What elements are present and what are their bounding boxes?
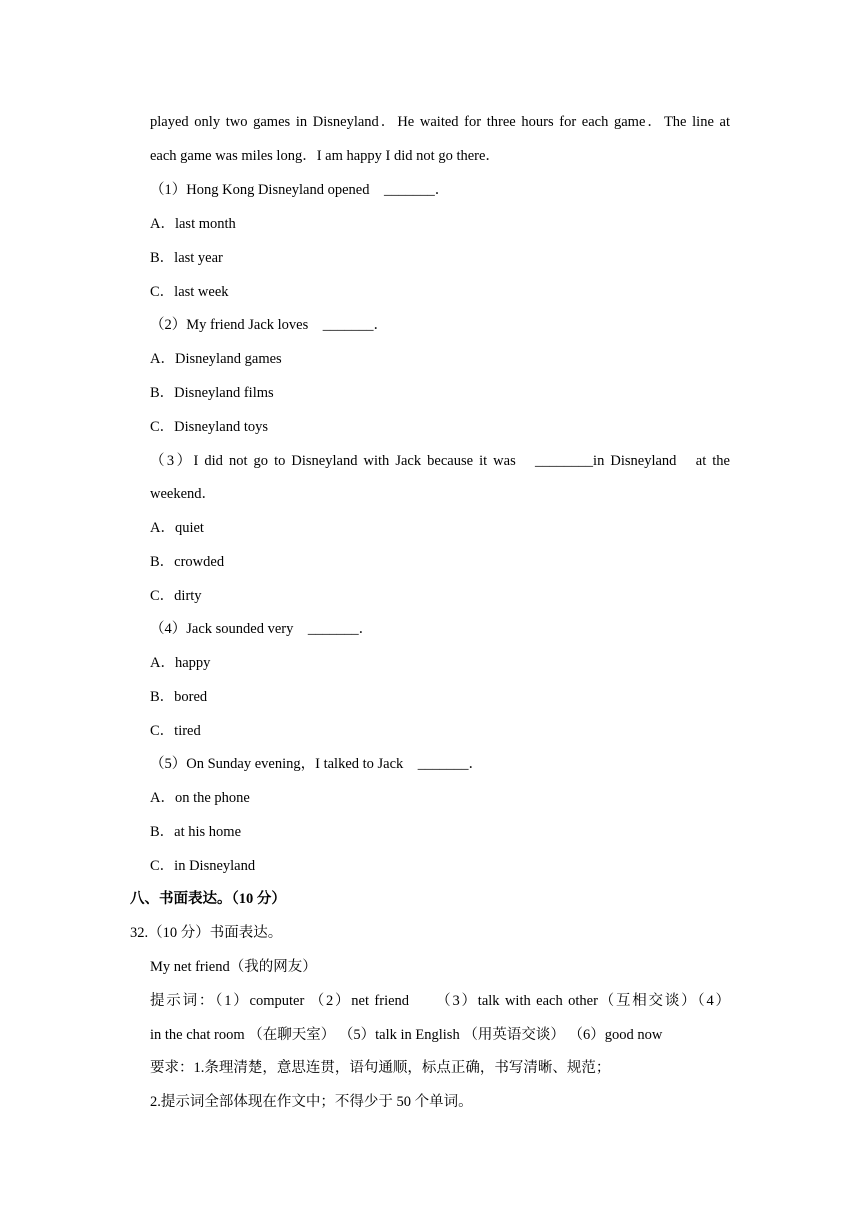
requirements-line-1: 要求：1.条理清楚，意思连贯，语句通顺，标点正确，书写清晰、规范； (150, 1060, 611, 1076)
question-4-option-a: A．happy (150, 655, 211, 671)
question-2-option-a: A．Disneyland games (150, 351, 282, 367)
question-2-option-c: C．Disneyland toys (150, 419, 269, 435)
question-3-option-c: C．dirty (150, 588, 202, 604)
question-5-stem: （5）On Sunday evening，I talked to Jack _______． (150, 756, 484, 772)
question-4-stem: （4）Jack sounded very _______． (150, 621, 374, 637)
question-4-option-b: B．bored (150, 689, 208, 705)
question-3-stem-continued: weekend． (150, 486, 217, 502)
requirements-line-2: 2.提示词全部体现在作文中；不得少于 50 个单词。 (150, 1094, 473, 1110)
question-2-stem: （2）My friend Jack loves _______． (150, 317, 389, 333)
question-1-option-c: C．last week (150, 284, 229, 300)
question-1-stem: （1）Hong Kong Disneyland opened _______． (150, 182, 450, 198)
question-3-stem: （3）I did not go to Disneyland with Jack because it was ________in Disneyland at the (150, 453, 730, 469)
question-5-option-b: B．at his home (150, 824, 242, 840)
hints-line-1: 提示词：（1）computer （2）net friend （3）talk with each other（互相交谈）（4） (150, 993, 730, 1009)
question-1-option-b: B．last year (150, 250, 223, 266)
question-3-option-b: B．crowded (150, 554, 225, 570)
question-5-option-c: C．in Disneyland (150, 858, 256, 874)
hints-line-2: in the chat room （在聊天室） （5）talk in English （用英语交谈） （6）good now (150, 1027, 663, 1043)
question-4-option-c: C．tired (150, 723, 201, 739)
question-32-header: 32.（10 分）书面表达。 (130, 925, 283, 941)
passage-line-1: played only two games in Disneyland．He waited for three hours for each game．The line at (150, 114, 730, 130)
writing-topic: My net friend（我的网友） (150, 959, 317, 975)
question-2-option-b: B．Disneyland films (150, 385, 274, 401)
question-3-option-a: A．quiet (150, 520, 204, 536)
question-5-option-a: A．on the phone (150, 790, 250, 806)
section-heading: 八、书面表达。（10 分） (130, 891, 286, 907)
question-1-option-a: A．last month (150, 216, 236, 232)
passage-line-2: each game was miles long．I am happy I did not go there． (150, 148, 500, 164)
